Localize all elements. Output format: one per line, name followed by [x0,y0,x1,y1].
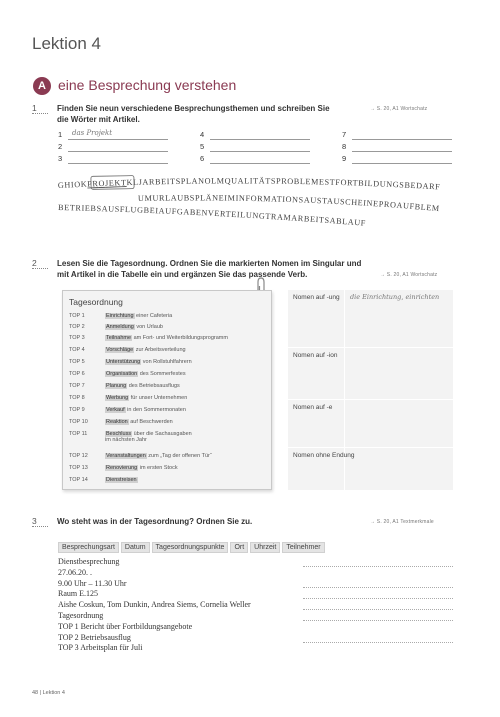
agenda-item: TOP 4 Vorschläge zur Arbeitsverteilung [69,347,186,353]
word-snake-line-3: BETRIEBSAUSFLUGBEIAUFGABENVERTEILUNGTRAMARBEITSABLAUF [58,203,367,228]
agenda-item: TOP 6 Organisation des Sommerfestes [69,371,186,377]
exercise-1-number: 1 [32,103,48,114]
meeting-document [58,557,251,654]
table-row-label: Nomen auf -ung [293,294,340,301]
item-number: 3 [58,154,63,163]
exercise-3-reference: → S. 20, A1 Textmerkmale [370,519,434,525]
highlighted-noun: Anmeldung [106,324,134,330]
exercise-2-instruction: Lesen Sie die Tagesordnung. Ordnen Sie die markierten Nomen im Singular und mit Artikel in die Tabelle ein und ergänzen Sie das passende Verb. [57,259,362,279]
noun-table [288,290,453,490]
table-row [288,448,453,490]
item-number: 6 [200,154,205,163]
word-snake [58,168,448,228]
item-number: 5 [200,142,205,151]
table-row [288,400,453,448]
agenda-item: TOP 10 Reaktion auf Beschwerden [69,419,173,425]
highlighted-noun: Vorschläge [106,347,134,353]
word-snake-line-1: GHIOKPROJEKTKLJARBEITSPLANOLMQUALITÄTSPROBLEMESTFORTBILDUNGSBEDARF [58,176,441,192]
highlighted-noun: Organisation [106,371,138,377]
agenda-item: TOP 8 Werbung für unser Unternehmen [69,395,188,401]
item-number: 9 [342,154,347,163]
exercise-2-number: 2 [32,258,48,269]
lesson-title: Lektion 4 [32,34,101,53]
agenda-item: TOP 5 Unterstützung von Rollstuhlfahrern [69,359,192,365]
document-line: Raum E.125 [58,589,98,599]
highlighted-noun: Werbung [106,395,129,401]
agenda-item: TOP 1 Einrichtung einer Cafeteria [69,313,173,319]
answer-line[interactable] [303,566,453,567]
document-line: Dienstbesprechung [58,557,120,566]
exercise-2-reference: → S. 20, A1 Wortschatz [380,272,438,278]
answer-line[interactable] [210,139,310,140]
highlighted-noun: Einrichtung [106,313,134,319]
item-number: 7 [342,130,347,139]
answer-line[interactable] [210,151,310,152]
answer-line[interactable] [303,598,453,599]
word-chip[interactable]: Teilnehmer [282,542,324,553]
exercise-3-number: 3 [32,516,48,527]
section-title: eine Besprechung verstehen [58,77,237,93]
document-line: TOP 2 Betriebsausflug [58,632,131,642]
answer-line[interactable] [68,151,168,152]
answer-line[interactable] [352,163,452,164]
highlighted-noun: Dienstreisen [106,477,137,483]
table-row [288,348,453,400]
word-snake-line-2: UMURLAUBSPLÄNEIMINFORMATIONSAUSTAUSCHEINEPROAUFBLEM [137,193,441,214]
answer-line[interactable] [352,139,452,140]
agenda-item: TOP 12 Veranstaltungen zum „Tag der offenen Tür“ [69,453,212,459]
highlighted-noun: Reaktion [106,419,128,425]
agenda-item: TOP 3 Teilnahme am Fort- und Weiterbildungsprogramm [69,335,228,341]
agenda-title: Tagesordnung [69,297,123,307]
agenda-item: TOP 14 Dienstreisen [69,477,137,483]
word-chip[interactable]: Uhrzeit [250,542,280,553]
agenda-item: TOP 9 Verkauf in den Sommermonaten [69,407,186,413]
item-number: 4 [200,130,205,139]
word-chip[interactable]: Besprechungsart [58,542,119,553]
answer-line[interactable] [352,151,452,152]
item-number: 2 [58,142,63,151]
exercise-3-instruction: Wo steht was in der Tagesordnung? Ordnen Sie zu. [57,517,253,526]
highlighted-noun: Beschluss [106,431,132,437]
highlighted-noun: Planung [106,383,127,389]
table-row [288,290,453,348]
answer-line[interactable] [303,642,453,643]
highlighted-noun: Unterstützung [106,359,141,365]
word-chip[interactable]: Tagesordnungspunkte [152,542,229,553]
highlighted-noun: Renovierung [106,465,138,471]
answer-line[interactable] [303,587,453,588]
word-snake-boxed-word: PROJEKT [87,178,127,189]
agenda-item: TOP 11 Beschluss über die Sachausgaben im nächsten Jahr [69,431,192,443]
answer-line[interactable] [68,139,168,140]
item-number: 1 [58,130,63,139]
table-row-label: Nomen auf -e [293,404,333,411]
word-chip[interactable]: Ort [230,542,248,553]
exercise-1-instruction: Finden Sie neun verschiedene Besprechungsthemen und schreiben Sie die Wörter mit Artikel. [57,104,330,124]
agenda-item: TOP 7 Planung des Betriebsausflugs [69,383,180,389]
table-row-label: Nomen ohne Endung [293,452,355,459]
answer-line[interactable] [210,163,310,164]
section-badge: A [33,77,51,95]
page-footer: 48 | Lektion 4 [32,690,65,696]
answer-line[interactable] [303,609,453,610]
answer-line[interactable] [68,163,168,164]
word-chip[interactable]: Datum [121,542,150,553]
document-line: TOP 1 Bericht über Fortbildungsangebote [58,621,193,631]
agenda-item: TOP 13 Renovierung im ersten Stock [69,465,178,471]
table-row-label: Nomen auf -ion [293,352,338,359]
item-number: 8 [342,142,347,151]
highlighted-noun: Veranstaltungen [106,453,146,459]
highlighted-noun: Verkauf [106,407,125,413]
document-line: Tagesordnung [58,610,104,620]
highlighted-noun: Teilnahme [106,335,132,341]
example-answer: das Projekt [72,129,113,137]
answer-line[interactable] [303,620,453,621]
exercise-1-reference: → S. 20, A1 Wortschatz [370,106,428,112]
agenda-card [62,290,272,490]
document-line: 9.00 Uhr – 11.30 Uhr [58,578,127,588]
document-line: 27.06.20. . [58,567,92,577]
document-line: TOP 3 Arbeitsplan für Juli [58,643,143,653]
word-bank [58,536,327,554]
document-line: Aishe Coskun, Tom Dunkin, Andrea Siems, Cornelia Weller [58,600,251,610]
example-answer: die Einrichtung, einrichten [350,293,440,301]
agenda-item: TOP 2 Anmeldung von Urlaub [69,324,163,330]
